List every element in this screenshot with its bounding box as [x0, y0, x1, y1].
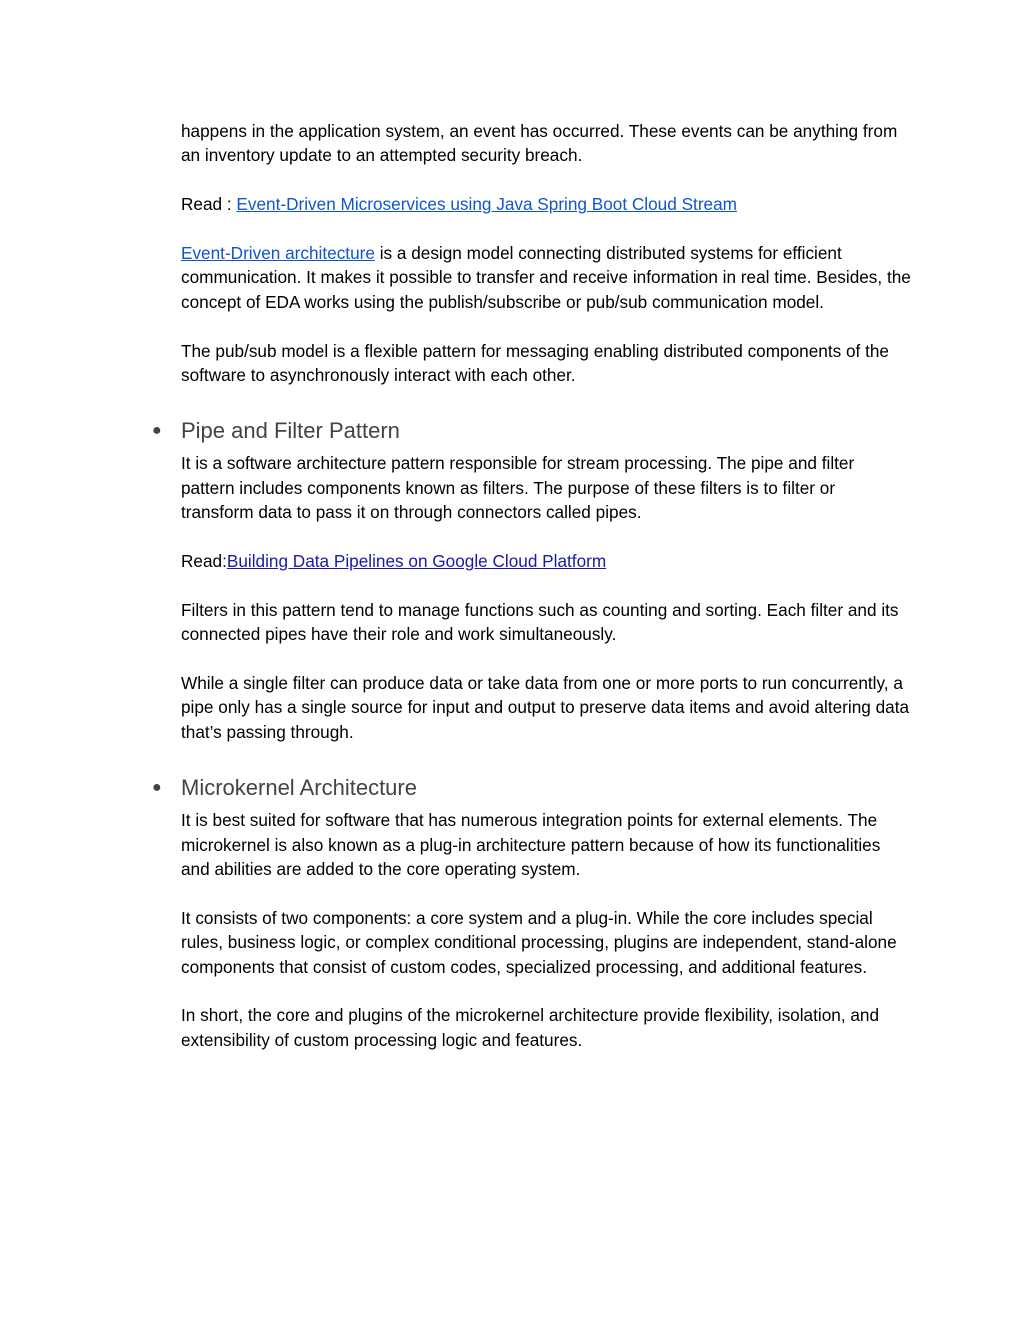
microkernel-summary-paragraph: In short, the core and plugins of the microkernel architecture provide flexibility, isolation, and extensibility of custom processing logic and features. — [181, 1005, 880, 1050]
eda-microservices-link[interactable]: Event-Driven Microservices using Java Spring Boot Cloud Stream — [236, 194, 737, 215]
filters-paragraph: Filters in this pattern tend to manage functions such as counting and sorting. Each filter and its connected pipes have their role and work simultaneously. — [181, 599, 899, 645]
microkernel-title: Microkernel Architecture — [181, 775, 417, 801]
read-prefix: Read : — [181, 194, 237, 215]
microkernel-components-paragraph: It consists of two components: a core system and a plug-in. While the core includes special rules, business logic, or complex conditional processing, plugins are independent, stand-alone components that consist of custom codes, specialized processing, and additional features. — [181, 907, 897, 977]
read-data-pipelines — [181, 549, 911, 573]
document-body — [152, 119, 911, 1052]
eda-description: is a design model connecting distributed systems for efficient communication. It makes it possible to transfer and receive information in real time. Besides, the concept of EDA works using the publish/subscribe or pub/sub communication model. — [181, 243, 911, 312]
single-filter-paragraph: While a single filter can produce data or take data from one or more ports to run concurrently, a pipe only has a single source for input and output to preserve data items and avoid altering data that’s passing through. — [181, 673, 910, 742]
data-pipelines-link[interactable]: Building Data Pipelines on Google Cloud Platform — [226, 551, 607, 572]
pipe-filter-heading — [152, 417, 911, 445]
bullet-icon: ● — [152, 422, 162, 440]
intro-paragraph: happens in the application system, an event has occurred. These events can be anything from an inventory update to an attempted security breach. — [181, 121, 898, 166]
eda-paragraph — [181, 241, 911, 314]
pipe-filter-intro: It is a software architecture pattern responsible for stream processing. The pipe and filter pattern includes components known as filters. The purpose of these filters is to filter or transform data to pass it on through connectors called pipes. — [181, 453, 855, 523]
read-eda-microservices — [181, 192, 911, 216]
pubsub-paragraph: The pub/sub model is a flexible pattern for messaging enabling distributed components of the software to asynchronously interact with each other. — [181, 340, 889, 386]
pipe-filter-title: Pipe and Filter Pattern — [181, 418, 400, 444]
microkernel-heading — [152, 774, 911, 802]
read-prefix: Read: — [181, 551, 227, 572]
microkernel-intro: It is best suited for software that has numerous integration points for external elements. The microkernel is also known as a plug-in architecture pattern because of how its functionalities and abilities are added to the core operating system. — [181, 810, 881, 880]
eda-architecture-link[interactable]: Event-Driven architecture — [181, 243, 375, 263]
bullet-icon: ● — [152, 779, 162, 797]
